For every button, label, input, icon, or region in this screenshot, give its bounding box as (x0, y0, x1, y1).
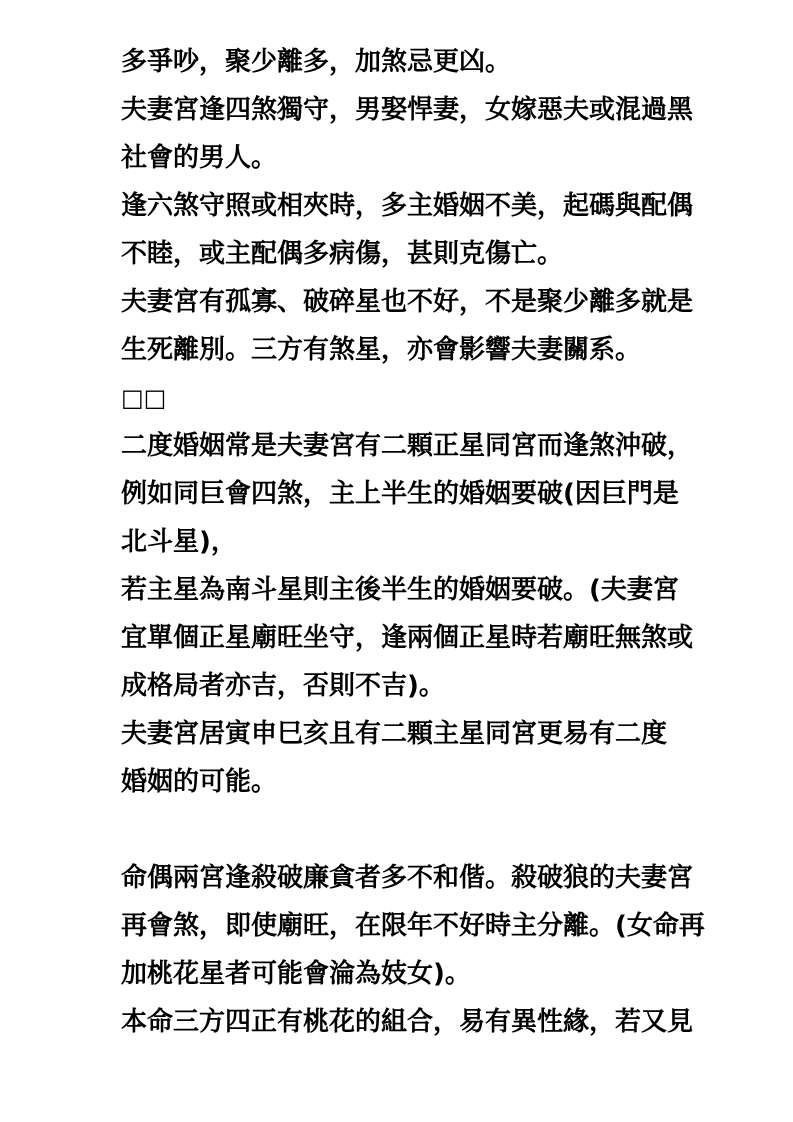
missing-glyph-boxes: □□ (121, 384, 167, 412)
text-line: 夫妻宮居寅申巳亥且有二顆主星同宮更易有二度 (121, 719, 668, 749)
text-line: 夫妻宮有孤寡、破碎星也不好，不是聚少離多就是 (121, 287, 694, 317)
text-line: 加桃花星者可能會淪為妓女)。 (121, 959, 471, 989)
text-line: 不睦，或主配偶多病傷，甚則克傷亡。 (121, 239, 564, 269)
blank-line (121, 806, 761, 854)
text-line: 例如同巨會四煞，主上半生的婚姻要破(因巨門是 (121, 479, 679, 509)
text-line: 二度婚姻常是夫妻宮有二顆正星同宮而逢煞沖破， (121, 431, 694, 461)
text-line: 本命三方四正有桃花的組合，易有異性緣，若又見 (121, 1007, 694, 1037)
text-line: 再會煞，即使廟旺，在限年不好時主分離。(女命再 (121, 911, 705, 941)
text-line: 夫妻宮逢四煞獨守，男娶悍妻，女嫁惡夫或混過黑 (121, 95, 694, 125)
text-line: 命偶兩宮逢殺破廉貪者多不和偕。殺破狼的夫妻宮 (121, 863, 694, 893)
text-line: 多爭吵，聚少離多，加煞忌更凶。 (121, 47, 512, 77)
document-page (121, 38, 761, 1046)
text-line: 宜單個正星廟旺坐守，逢兩個正星時若廟旺無煞或 (121, 623, 694, 653)
text-line: 成格局者亦吉，否則不吉)。 (121, 671, 445, 701)
text-line: 北斗星)， (121, 527, 237, 557)
text-line: 生死離別。三方有煞星，亦會影響夫妻關系。 (121, 335, 642, 365)
text-line: 逢六煞守照或相夾時，多主婚姻不美，起碼與配偶 (121, 191, 694, 221)
text-line: 社會的男人。 (121, 143, 278, 173)
text-line: 婚姻的可能。 (121, 767, 278, 797)
text-line: 若主星為南斗星則主後半生的婚姻要破。(夫妻宮 (121, 575, 679, 605)
